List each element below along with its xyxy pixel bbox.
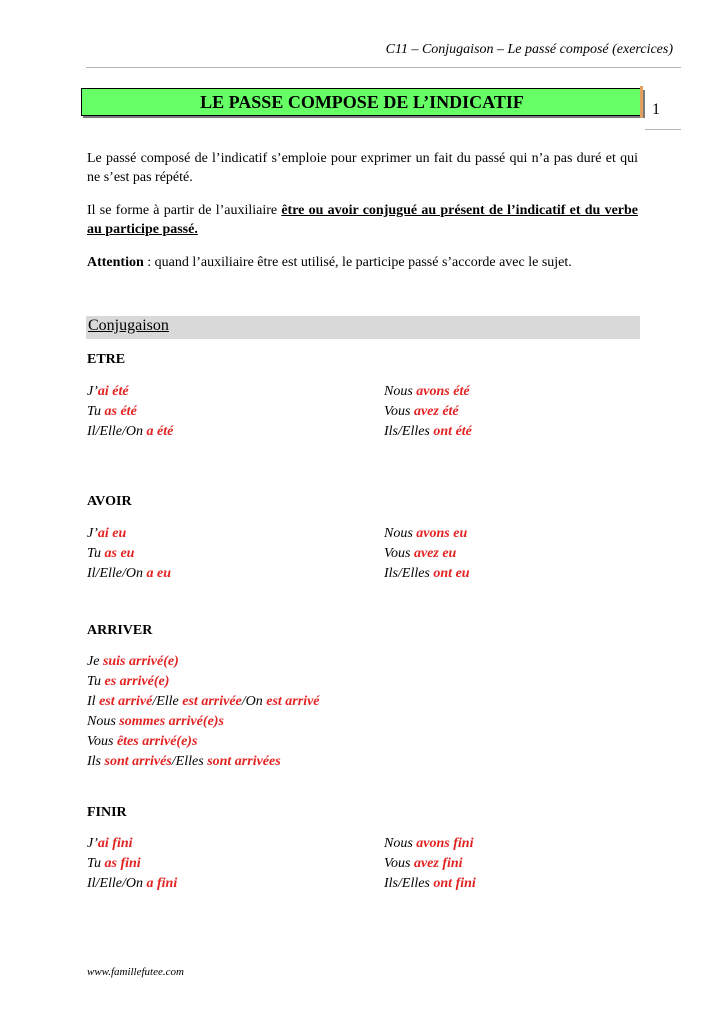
- pronoun: Ils/Elles: [384, 424, 434, 439]
- conjugation-line: [87, 854, 177, 874]
- conjugation-line: [87, 652, 320, 672]
- verb-form: sont arrivées: [207, 754, 281, 769]
- intro-paragraph-1: Le passé composé de l’indicatif s’emploie pour exprimer un fait du passé qui n’a pas duré et qui ne s’est pas répété.: [87, 151, 638, 185]
- verb-form: avons eu: [416, 526, 468, 541]
- pronoun: Tu: [87, 856, 105, 871]
- verb-form: sommes arrivé(e)s: [119, 714, 224, 729]
- pronoun: J’: [87, 836, 98, 851]
- conjugation-etre-singular: [87, 382, 173, 442]
- conjugation-line: [384, 544, 470, 564]
- conjugation-line: [384, 382, 472, 402]
- verb-form: avons fini: [416, 836, 474, 851]
- conjugation-line: [87, 422, 173, 442]
- page-title: LE PASSE COMPOSE DE L’INDICATIF: [81, 88, 643, 116]
- pronoun: Il: [87, 694, 100, 709]
- verb-title-arriver: ARRIVER: [87, 623, 153, 638]
- verb-form: ai été: [97, 384, 129, 399]
- verb-form: ont eu: [433, 566, 470, 581]
- pronoun: Il/Elle/On: [87, 876, 147, 891]
- intro-paragraph-3: [87, 253, 638, 272]
- verb-form: suis arrivé(e): [102, 654, 179, 669]
- verb-form: a été: [146, 424, 174, 439]
- pronoun: Vous: [384, 856, 414, 871]
- pronoun: J’: [87, 526, 98, 541]
- verb-form: es arrivé(e): [104, 674, 170, 689]
- pronoun: Tu: [87, 546, 105, 561]
- conjugation-line: [87, 402, 173, 422]
- conjugation-line: [87, 712, 320, 732]
- conjugation-avoir-singular: [87, 524, 171, 584]
- pronoun: Vous: [384, 546, 414, 561]
- attention-label: Attention: [87, 255, 144, 270]
- pronoun: Ils: [87, 754, 105, 769]
- verb-form: sont arrivés: [104, 754, 172, 769]
- conjugation-avoir-plural: [384, 524, 470, 584]
- conjugation-line: [384, 874, 476, 894]
- conjugation-line: [87, 524, 171, 544]
- conjugation-line: [87, 834, 177, 854]
- section-heading-background: [86, 316, 640, 339]
- header-divider: [86, 67, 681, 68]
- verb-title-finir: FINIR: [87, 805, 127, 820]
- conjugation-finir-plural: [384, 834, 476, 894]
- conjugation-line: [87, 564, 171, 584]
- conjugation-line: [384, 834, 476, 854]
- intro-paragraph-2: [87, 201, 638, 239]
- conjugation-line: [384, 524, 470, 544]
- page-number: 1: [652, 101, 660, 118]
- verb-form: as fini: [104, 856, 141, 871]
- verb-form: ai fini: [97, 836, 133, 851]
- pronoun: Il/Elle/On: [87, 566, 147, 581]
- conjugation-line: [384, 854, 476, 874]
- verb-form: êtes arrivé(e)s: [116, 734, 198, 749]
- pronoun: /On: [241, 694, 267, 709]
- pronoun: Il/Elle/On: [87, 424, 147, 439]
- conjugation-line: [87, 732, 320, 752]
- footer-website: www.famillefutee.com: [87, 966, 184, 978]
- verb-form: est arrivé: [266, 694, 320, 709]
- page-number-accent: [640, 86, 643, 118]
- verb-form: as été: [104, 404, 137, 419]
- verb-form: ont été: [433, 424, 472, 439]
- verb-form: avez été: [413, 404, 459, 419]
- verb-form: ont fini: [433, 876, 476, 891]
- pronoun: Nous: [87, 714, 120, 729]
- verb-form: avez eu: [413, 546, 457, 561]
- verb-title-avoir: AVOIR: [87, 494, 132, 509]
- conjugation-line: [87, 692, 320, 712]
- conjugation-line: [87, 544, 171, 564]
- attention-text: : quand l’auxiliaire être est utilisé, le participe passé s’accorde avec le sujet.: [143, 255, 572, 270]
- conjugation-finir-singular: [87, 834, 177, 894]
- pronoun: Je: [87, 654, 103, 669]
- verb-form: ai eu: [97, 526, 127, 541]
- verb-form: avez fini: [413, 856, 463, 871]
- verb-form: est arrivé: [99, 694, 153, 709]
- pronoun: Nous: [384, 836, 417, 851]
- pronoun: J’: [87, 384, 98, 399]
- pronoun: Vous: [384, 404, 414, 419]
- conjugation-etre-plural: [384, 382, 472, 442]
- intro-p2-emphasis: être ou avoir conjugué au présent de l’indicatif et du verbe au participe passé.: [87, 203, 638, 237]
- conjugation-line: [384, 402, 472, 422]
- verb-form: a eu: [146, 566, 171, 581]
- conjugation-arriver: [87, 652, 320, 772]
- conjugation-line: [87, 382, 173, 402]
- pronoun: Tu: [87, 404, 105, 419]
- conjugation-line: [87, 752, 320, 772]
- pronoun: Nous: [384, 526, 417, 541]
- pronoun: /Elle: [152, 694, 183, 709]
- conjugation-line: [384, 564, 470, 584]
- pronoun: Vous: [87, 734, 117, 749]
- verb-title-etre: ETRE: [87, 352, 126, 367]
- pronoun: Nous: [384, 384, 417, 399]
- section-heading: Conjugaison: [88, 317, 169, 334]
- pronoun: Ils/Elles: [384, 876, 434, 891]
- running-header: C11 – Conjugaison – Le passé composé (exercices): [385, 42, 673, 57]
- page-number-divider: [645, 129, 681, 130]
- verb-form: a fini: [146, 876, 178, 891]
- verb-form: est arrivée: [182, 694, 242, 709]
- intro-p2-text: Il se forme à partir de l’auxiliaire: [87, 203, 282, 218]
- conjugation-line: [87, 672, 320, 692]
- pronoun: /Elles: [171, 754, 208, 769]
- verb-form: avons été: [416, 384, 470, 399]
- conjugation-line: [87, 874, 177, 894]
- pronoun: Tu: [87, 674, 105, 689]
- verb-form: as eu: [104, 546, 135, 561]
- conjugation-line: [384, 422, 472, 442]
- pronoun: Ils/Elles: [384, 566, 434, 581]
